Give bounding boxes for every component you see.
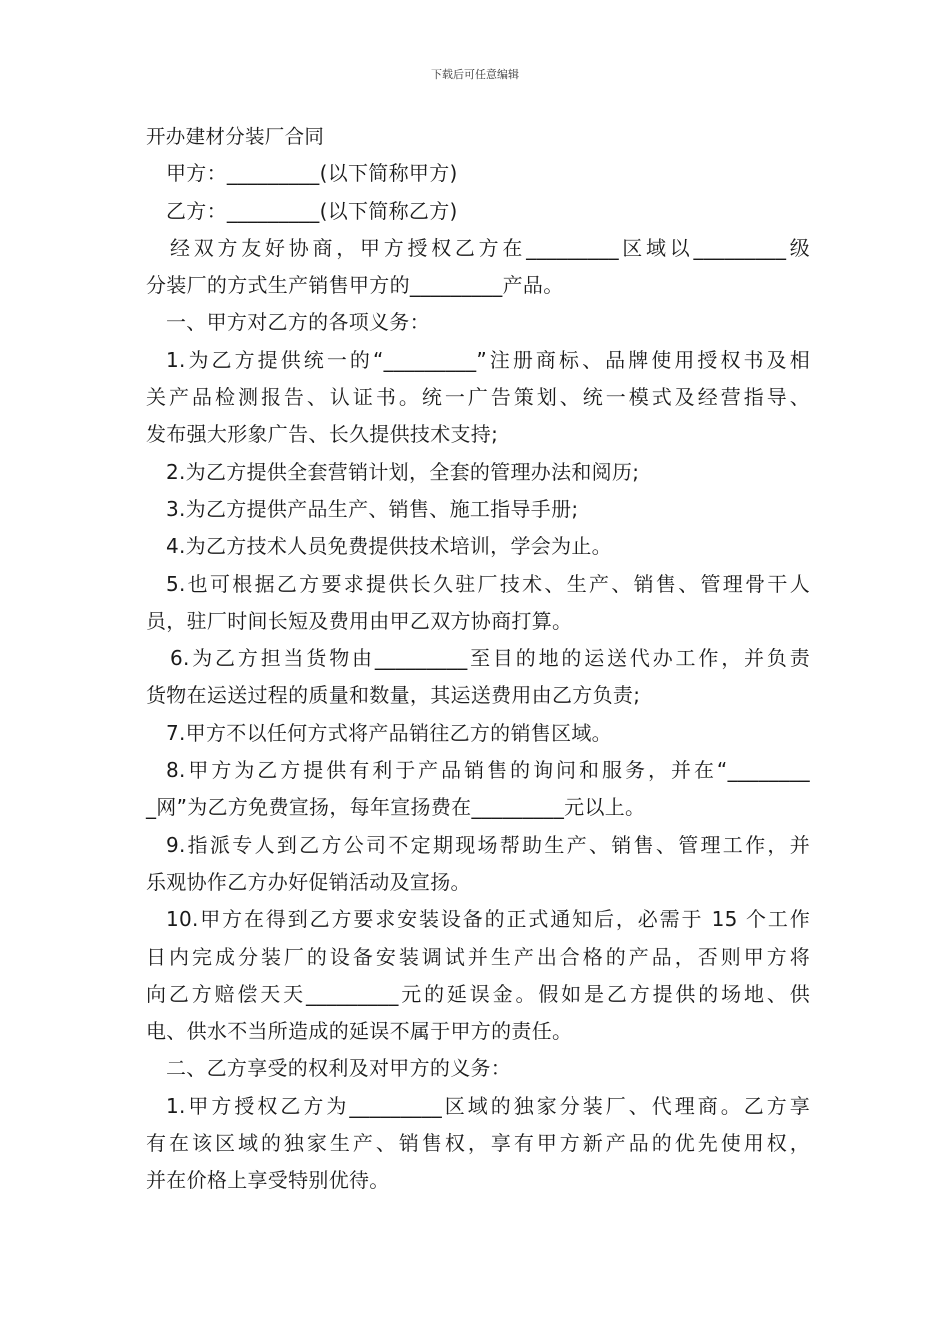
paragraph-line: 向乙方赔偿天天_________元的延误金。假如是乙方提供的场地、供 (146, 981, 810, 1006)
paragraph-line: 员，驻厂时间长短及费用由甲乙双方协商打算。 (146, 608, 573, 633)
paragraph-line: 7.甲方不以任何方式将产品销往乙方的销售区域。 (166, 720, 612, 745)
party-b-line: 乙方：_________(以下简称乙方) (166, 198, 458, 223)
paragraph-line: 乐观协作乙方办好促销活动及宣扬。 (146, 869, 471, 894)
paragraph-line: _网”为乙方免费宣扬，每年宣扬费在_________元以上。 (146, 795, 646, 820)
page-header: 下载后可任意编辑 (431, 68, 519, 81)
party-a-line: 甲方：_________(以下简称甲方) (166, 161, 458, 186)
paragraph-line: 4.为乙方技术人员免费提供技术培训，学会为止。 (166, 534, 612, 559)
paragraph-line: 有在该区域的独家生产、销售权，享有甲方新产品的优先使用权， (146, 1131, 810, 1156)
paragraph-line: 3.为乙方提供产品生产、销售、施工指导手册; (166, 496, 579, 521)
paragraph-line: 日内完成分装厂的设备安装调试并生产出合格的产品，否则甲方将 (146, 944, 810, 969)
paragraph-line: 经双方友好协商，甲方授权乙方在_________区域以_________级 (170, 235, 810, 260)
paragraph-line: 分装厂的方式生产销售甲方的_________产品。 (146, 273, 564, 298)
paragraph-line: 货物在运送过程的质量和数量，其运送费用由乙方负责; (146, 683, 641, 708)
section-heading-1: 一、甲方对乙方的各项义务： (166, 310, 430, 335)
paragraph-line: 并在价格上享受特别优待。 (146, 1168, 390, 1193)
paragraph-line: 9.指派专人到乙方公司不定期现场帮助生产、销售、管理工作，并 (166, 832, 810, 857)
document-body (146, 118, 810, 1200)
paragraph-line: 8.甲方为乙方提供有利于产品销售的询问和服务，并在“________ (166, 758, 810, 783)
paragraph-line: 2.为乙方提供全套营销计划，全套的管理办法和阅历; (166, 459, 640, 484)
paragraph-line: 10.甲方在得到乙方要求安装设备的正式通知后，必需于 15 个工作 (166, 907, 810, 932)
paragraph-line: 1.甲方授权乙方为_________区域的独家分装厂、代理商。乙方享 (166, 1093, 810, 1118)
paragraph-line: 发布强大形象广告、长久提供技术支持; (146, 422, 499, 447)
document-title: 开办建材分装厂合同 (146, 125, 325, 148)
paragraph-line: 关产品检测报告、认证书。统一广告策划、统一模式及经营指导、 (146, 385, 810, 410)
paragraph-line: 6.为乙方担当货物由_________至目的地的运送代办工作，并负责 (170, 646, 810, 671)
paragraph-line: 电、供水不当所造成的延误不属于甲方的责任。 (146, 1019, 573, 1044)
paragraph-line: 1.为乙方提供统一的“_________”注册商标、品牌使用授权书及相 (166, 347, 810, 372)
paragraph-line: 5.也可根据乙方要求提供长久驻厂技术、生产、销售、管理骨干人 (166, 571, 810, 596)
section-heading-2: 二、乙方享受的权利及对甲方的义务： (166, 1056, 512, 1081)
